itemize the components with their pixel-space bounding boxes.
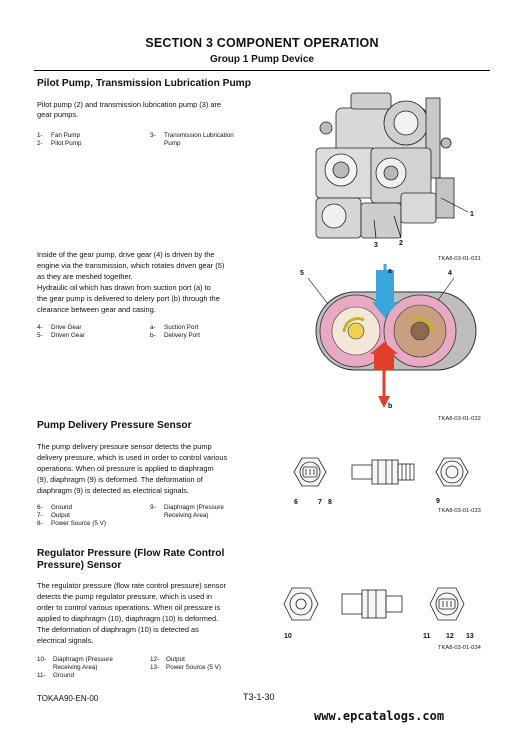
callout-8: 8 xyxy=(328,499,332,506)
legend-item: 3- Transmission Lubrication xyxy=(150,132,234,139)
callout-b: b xyxy=(388,403,393,410)
regulator-heading-line-1: Regulator Pressure (Flow Rate Control xyxy=(37,548,225,559)
pump-assembly-illustration xyxy=(296,88,492,256)
regulator-sensor-drawings xyxy=(280,578,486,638)
callout-11: 11 xyxy=(423,633,431,640)
callout-3: 3 xyxy=(374,242,378,249)
pilot-intro-line-1: Pilot pump (2) and transmission lubrication pump (3) are xyxy=(37,100,222,109)
legend-item: 9- Diaphragm (Pressure xyxy=(150,504,224,511)
regulator-text-line-2: detects the pump regulator pressure, which is used in xyxy=(37,592,213,601)
regulator-legend-left xyxy=(37,656,113,680)
legend-item: 5- Driven Gear xyxy=(37,332,85,339)
callout-10: 10 xyxy=(284,633,292,640)
gear-text-line-3: as they are meshed together. xyxy=(37,272,133,281)
regulator-text-line-6: electrical signals. xyxy=(37,636,94,645)
legend-item: Pump xyxy=(164,140,181,147)
callout-2: 2 xyxy=(399,240,403,247)
regulator-text-line-4: applied to diaphragm (10), diaphragm (10) is deformed. xyxy=(37,614,219,623)
figure-caption-033: TKA8-03-01-033 xyxy=(438,508,481,514)
legend-item: 8- Power Source (5 V) xyxy=(37,520,106,527)
legend-item: 2- Pilot Pump xyxy=(37,140,82,147)
gear-legend-right xyxy=(150,324,200,340)
legend-item: 13- Power Source (5 V) xyxy=(150,664,221,671)
callout-1: 1 xyxy=(470,211,474,218)
legend-item: 11- Ground xyxy=(37,672,75,679)
header-rule xyxy=(34,70,490,71)
callout-12: 12 xyxy=(446,633,454,640)
legend-item: b- Delivery Port xyxy=(150,332,201,339)
figure-caption-031: TKA8-03-01-031 xyxy=(438,256,481,262)
sensor-heading: Pump Delivery Pressure Sensor xyxy=(37,420,192,431)
website-watermark: www.epcatalogs.com xyxy=(314,709,445,723)
callout-4: 4 xyxy=(448,270,452,277)
pilot-legend-left xyxy=(37,132,81,148)
regulator-text-line-3: order to control various operations. When oil pressure is xyxy=(37,603,221,612)
sensor-legend-right xyxy=(150,504,224,520)
legend-item: 4- Drive Gear xyxy=(37,324,82,331)
legend-item: Receiving Area) xyxy=(53,664,98,671)
figure-caption-034: TKA8-03-01-034 xyxy=(438,645,481,651)
gear-legend-left xyxy=(37,324,85,340)
regulator-text-line-5: The deformation of diaphragm (10) is detected as xyxy=(37,625,199,634)
delivery-sensor-drawings xyxy=(286,450,486,510)
callout-a: a xyxy=(388,268,392,275)
sensor-text-line-1: The pump delivery pressure sensor detects the pump xyxy=(37,442,212,451)
callout-7: 7 xyxy=(318,499,322,506)
sensor-text-line-3: operations. When oil pressure is applied to diaphragm xyxy=(37,464,214,473)
regulator-heading-line-2: Pressure) Sensor xyxy=(37,560,122,571)
sensor-legend-left xyxy=(37,504,106,528)
regulator-legend-right xyxy=(150,656,221,672)
gear-text-line-2: engine via the transmission, which rotates driven gear (5) xyxy=(37,261,225,270)
pilot-intro-line-2: gear pumps. xyxy=(37,110,79,119)
gear-pump-diagram xyxy=(308,262,484,412)
legend-item: 7- Output xyxy=(37,512,70,519)
legend-item: 6- Ground xyxy=(37,504,73,511)
callout-13: 13 xyxy=(466,633,474,640)
legend-item: a- Suction Port xyxy=(150,324,199,331)
gear-text-line-5: the gear pump is delivered to delery port (b) through the xyxy=(37,294,220,303)
pilot-legend-right xyxy=(150,132,234,148)
legend-item: Receiving Area) xyxy=(164,512,209,519)
sensor-text-line-4: (9), diaphragm (9) is deformed. The deformation of xyxy=(37,475,203,484)
callout-9: 9 xyxy=(436,498,440,505)
doc-id: TOKAA90-EN-00 xyxy=(37,694,99,703)
figure-caption-032: TKA8-03-01-032 xyxy=(438,416,481,422)
sensor-text-line-5: diaphragm (9) is detected as electrical signals. xyxy=(37,486,189,495)
section-title: SECTION 3 COMPONENT OPERATION xyxy=(145,36,379,50)
regulator-text-line-1: The regulator pressure (flow rate control pressure) sensor xyxy=(37,581,226,590)
legend-item: 10- Diaphragm (Pressure xyxy=(37,656,113,663)
gear-text-line-4: Hydraulic oil which has drawn from suction port (a) to xyxy=(37,283,211,292)
legend-item: 12- Output xyxy=(150,656,185,663)
group-title: Group 1 Pump Device xyxy=(210,54,314,65)
sensor-text-line-2: delivery pressure, which is used in order to control various xyxy=(37,453,228,462)
legend-item: 1- Fan Pump xyxy=(37,132,81,139)
gear-text-line-6: clearance between gear and casing. xyxy=(37,305,156,314)
callout-6: 6 xyxy=(294,499,298,506)
pilot-pump-heading: Pilot Pump, Transmission Lubrication Pump xyxy=(37,78,251,89)
gear-text-line-1: Inside of the gear pump, drive gear (4) is driven by the xyxy=(37,250,215,259)
callout-5: 5 xyxy=(300,270,304,277)
page-number: T3-1-30 xyxy=(243,692,275,702)
